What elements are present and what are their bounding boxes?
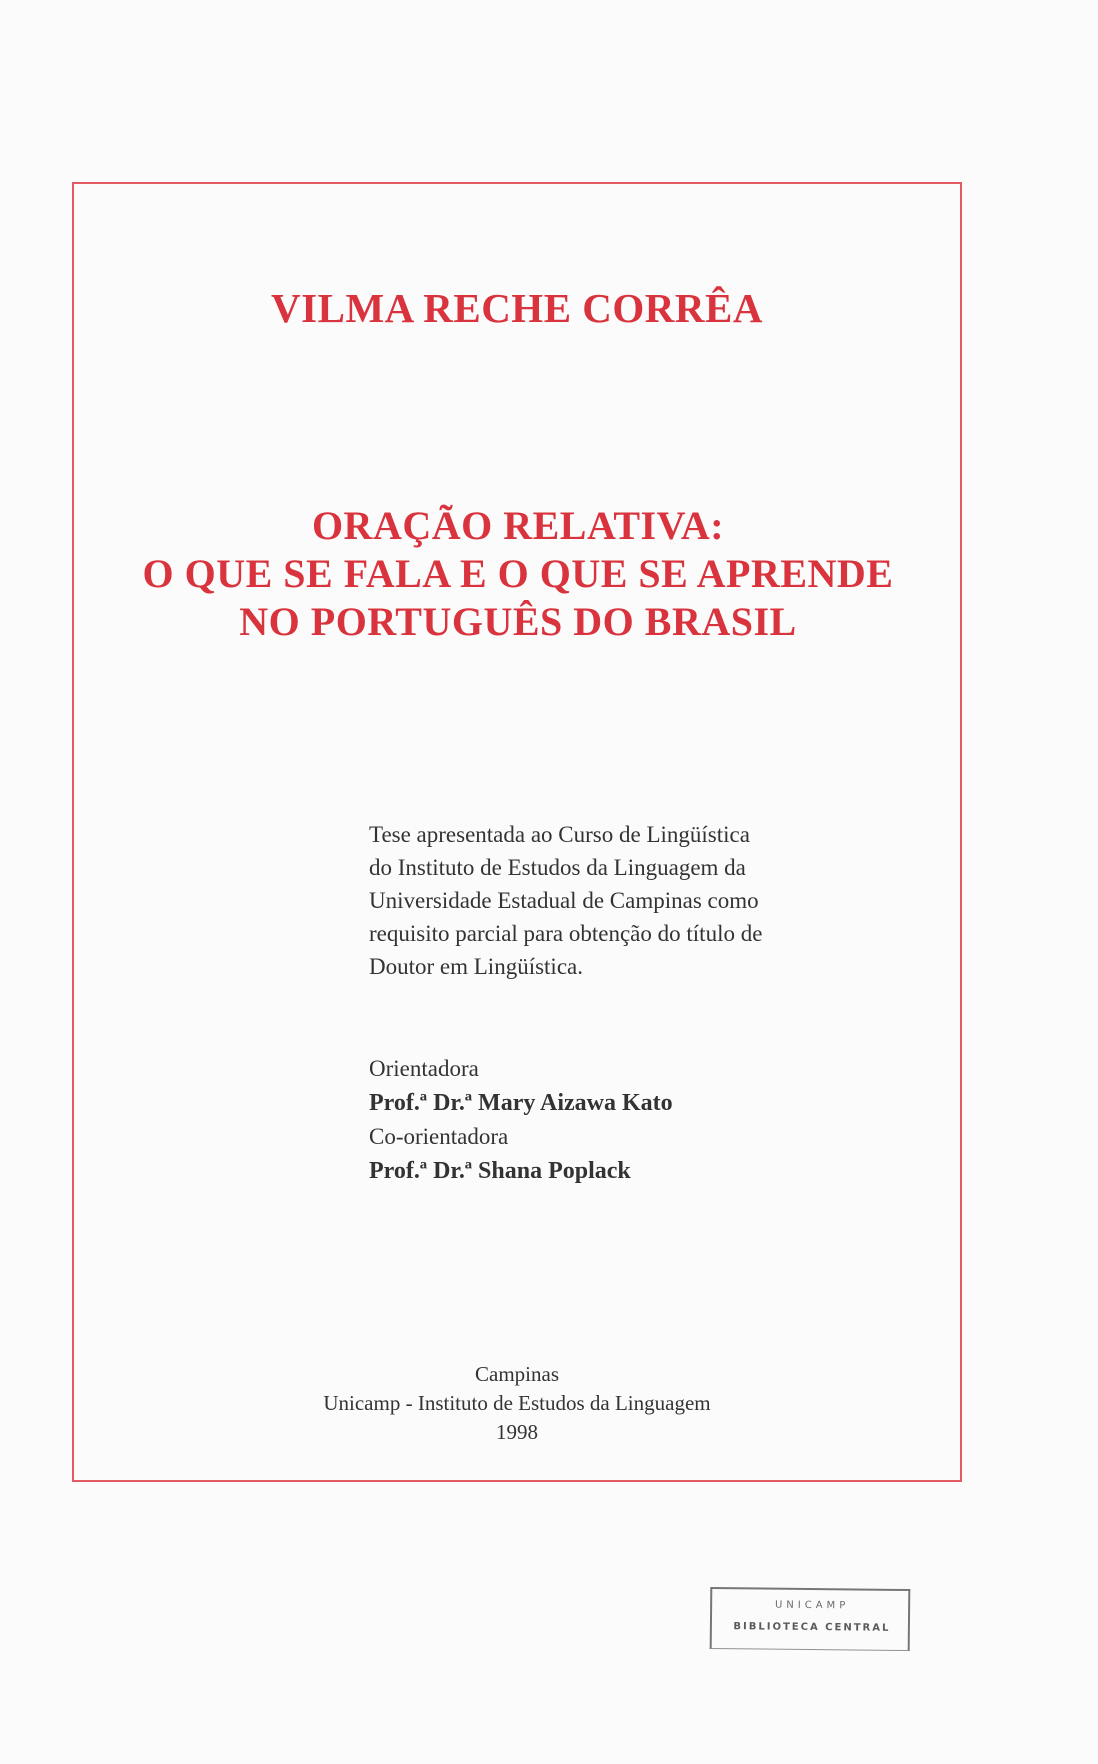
footer-institution: Unicamp - Instituto de Estudos da Linguagem xyxy=(323,1391,711,1415)
advisor-label: Orientadora xyxy=(369,1056,479,1081)
library-stamp xyxy=(710,1587,911,1651)
footer-city: Campinas xyxy=(475,1362,559,1386)
author-name: VILMA RECHE CORRÊA xyxy=(271,285,763,331)
title-line-3: NO PORTUGUÊS DO BRASIL xyxy=(239,599,797,644)
title-line-2: O QUE SE FALA E O QUE SE APRENDE xyxy=(142,551,894,596)
thesis-statement xyxy=(369,818,859,983)
stamp-line-1: UNICAMP xyxy=(774,1599,850,1612)
advisor-name: Prof.ª Dr.ª Mary Aizawa Kato xyxy=(369,1090,673,1116)
statement-line: Tese apresentada ao Curso de Lingüística xyxy=(369,822,750,847)
stamp-line-2: BIBLIOTECA CENTRAL xyxy=(733,1621,891,1634)
coadvisor-name: Prof.ª Dr.ª Shana Poplack xyxy=(369,1158,631,1184)
coadvisor-label: Co-orientadora xyxy=(369,1124,509,1149)
statement-line: Universidade Estadual de Campinas como xyxy=(369,888,759,913)
statement-line: do Instituto de Estudos da Linguagem da xyxy=(369,855,746,880)
statement-line: Doutor em Lingüística. xyxy=(369,954,583,979)
footer-year: 1998 xyxy=(496,1420,538,1444)
statement-line: requisito parcial para obtenção do título de xyxy=(369,921,763,946)
title-line-1: ORAÇÃO RELATIVA: xyxy=(311,503,725,548)
imprint-footer xyxy=(72,1360,962,1447)
advisors-block xyxy=(369,1052,889,1188)
thesis-title xyxy=(0,502,1036,646)
